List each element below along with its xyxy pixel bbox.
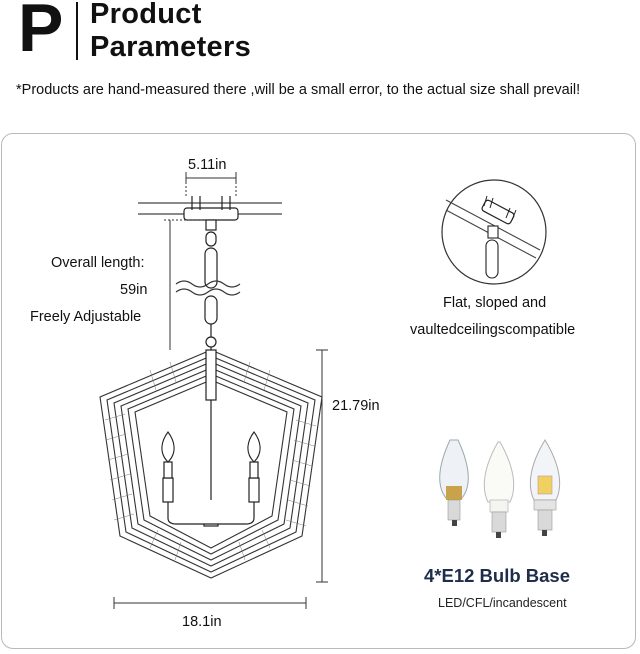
bulb-types: LED/CFL/incandescent xyxy=(438,596,567,610)
ceiling-compat-line1: Flat, sloped and xyxy=(443,295,547,311)
adjustable-label: Freely Adjustable xyxy=(30,309,142,325)
page-title-line1: Product xyxy=(90,0,202,30)
overall-length-dimension xyxy=(164,220,206,350)
canopy xyxy=(184,196,238,230)
cfl-bulb xyxy=(484,442,513,538)
overall-length-value: 59in xyxy=(120,282,148,298)
led-bulb xyxy=(530,440,559,536)
center-rod xyxy=(204,347,218,526)
height-dimension xyxy=(316,350,328,582)
ceiling-mount-detail xyxy=(442,180,546,284)
incandescent-bulb xyxy=(440,440,469,526)
ceiling-compat-line2: vaultedceilingscompatible xyxy=(410,322,576,338)
width-dimension xyxy=(114,597,306,609)
overall-length-label: Overall length: xyxy=(51,255,145,271)
page-title-line2: Parameters xyxy=(90,31,251,63)
canopy-width-label: 5.11in xyxy=(188,157,227,173)
bulb-base-title: 4*E12 Bulb Base xyxy=(424,565,571,586)
width-label: 18.1in xyxy=(182,614,222,630)
canopy-width-dimension xyxy=(186,172,236,196)
height-label: 21.79in xyxy=(332,398,380,414)
logo-letter: P xyxy=(18,0,64,66)
measurement-notice: *Products are hand-measured there ,will be a small error, to the actual size shall prevail! xyxy=(16,82,581,98)
